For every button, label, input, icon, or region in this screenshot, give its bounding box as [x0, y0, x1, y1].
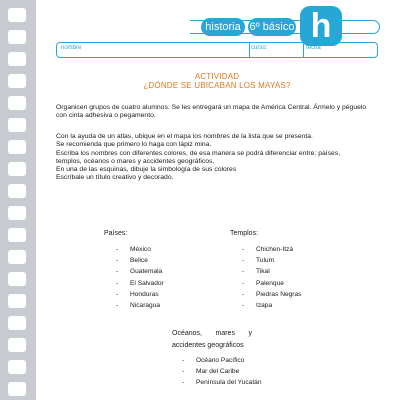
grade-badge: 6º básico [248, 18, 296, 36]
binder-hole [8, 118, 26, 132]
binder-hole [8, 74, 26, 88]
binder-hole [8, 30, 26, 44]
list-item: - Honduras [116, 289, 164, 300]
instruction-line: Se recomienda que primero lo haga con lápiz mina. [56, 141, 212, 149]
list-item: - Mar del Caribe [182, 366, 262, 377]
student-info-box [56, 42, 378, 58]
binder-hole [8, 184, 26, 198]
list-item: - Tikal [242, 266, 301, 277]
oceans-heading [172, 328, 252, 352]
temples-list [242, 244, 301, 311]
divider [303, 43, 304, 57]
binder-hole [8, 96, 26, 110]
list-item: - México [116, 244, 164, 255]
binder-hole [8, 228, 26, 242]
list-item: - Chichen-Itzá [242, 244, 301, 255]
binder-hole [8, 250, 26, 264]
temples-heading: Templos: [230, 230, 259, 237]
binder-hole [8, 294, 26, 308]
countries-list [116, 244, 164, 311]
binder-hole [8, 360, 26, 374]
binder-hole [8, 140, 26, 154]
list-item: - Tulum [242, 255, 301, 266]
list-item: - Palenque [242, 278, 301, 289]
instruction-line: En una de las esquinas, dibuje la simbología de sus colores [56, 166, 237, 174]
oceans-heading-line: accidentes geográficos [172, 342, 244, 349]
binder-hole [8, 382, 26, 396]
logo: h [300, 6, 342, 46]
binder-hole [8, 316, 26, 330]
instruction-list [56, 133, 378, 183]
binder-hole [8, 206, 26, 220]
name-label: nombre [61, 45, 82, 51]
oceans-heading-line: Océanos, mares y [172, 330, 252, 337]
activity-label: ACTIVIDAD [194, 72, 240, 81]
list-item: - Piedras Negras [242, 289, 301, 300]
binder-hole [8, 52, 26, 66]
binder-hole [8, 8, 26, 22]
binder-hole [8, 272, 26, 286]
divider [249, 43, 250, 57]
binder-hole [8, 338, 26, 352]
list-item: - Nicaragua [116, 300, 164, 311]
date-label: fecha [306, 45, 321, 51]
instruction-line: Escriba los nombres con diferentes colores, de esa manera se podrá diferenciar entre: países, [56, 149, 341, 157]
subject-badge: historia [201, 18, 245, 36]
activity-question: ¿DÓNDE SE UBICABAN LOS MAYAS? [143, 81, 291, 90]
list-item: - Izapa [242, 300, 301, 311]
countries-heading: Países: [104, 230, 128, 237]
list-item: - Península del Yucatán [182, 377, 262, 387]
course-label: curso: [251, 45, 268, 51]
instruction-line: templos, océanos o mares y accidentes geográficos. [56, 157, 215, 165]
instruction-paragraph: Organicen grupos de cuatro alumnos. Se les entregará un mapa de América Central. Ármelo y péguelo con cinta adhesiva o pegamento. [56, 104, 367, 120]
binder-strip [0, 0, 36, 400]
instruction-line: Con la ayuda de un atlas, ubique en el mapa los nombres de la lista que se presenta. [56, 133, 313, 140]
binder-hole [8, 162, 26, 176]
list-item: - Guatemala [116, 266, 164, 277]
list-item: - Océano Pacífico [182, 355, 262, 366]
list-item: - Belice [116, 255, 164, 266]
oceans-list [182, 355, 262, 387]
list-item: - El Salvador [116, 278, 164, 289]
instruction-line: Escríbale un título creativo y decorado. [56, 174, 174, 182]
